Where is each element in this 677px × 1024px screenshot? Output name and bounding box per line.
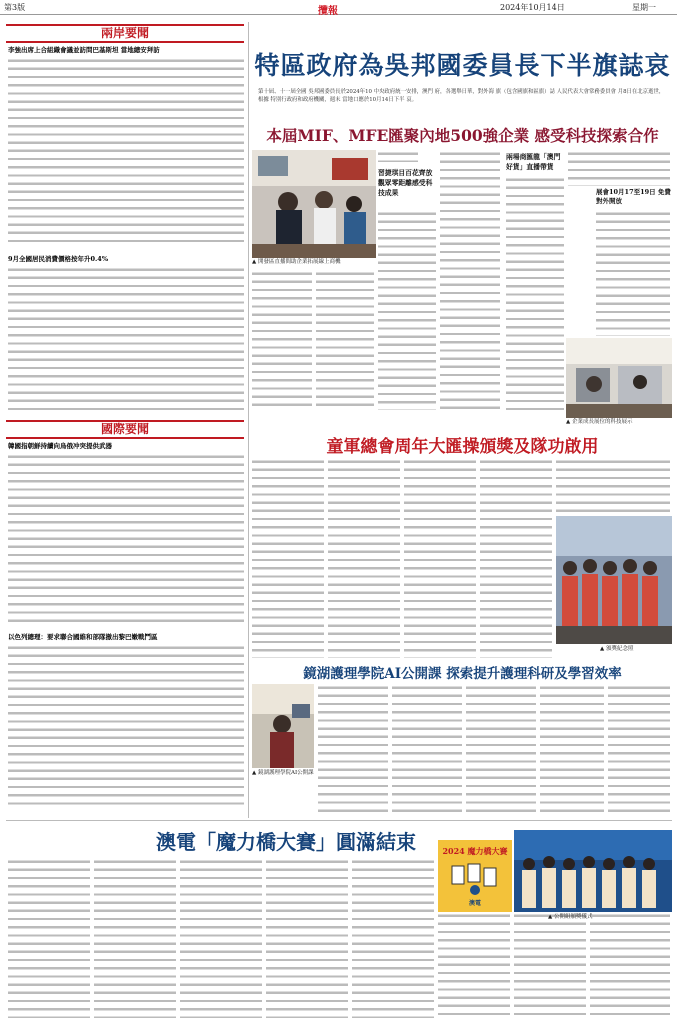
- column-divider: [248, 22, 249, 818]
- mif-headline: 本屆MIF、MFE匯聚內地500強企業 感受科技探索合作: [266, 126, 659, 145]
- mif-col1-body: [378, 210, 436, 410]
- photo-tech-booth: [566, 338, 672, 418]
- electricity-col3: [180, 858, 262, 1018]
- article-title-cpi: 9月全國居民消費價格按年升0.4%: [8, 255, 109, 263]
- scouts-col2: [328, 458, 400, 658]
- main-lead: 第十屆、十一屆全國 吳邦國委員長於2024年10 中央政府統一安排，澳門 府，各選舉日華，對外海 旗（包含國旗和區旗）誌 人民代表大會常務委員會 月8日在北京逝世，根據 特別行政府和政府機關，週末 當地口應於10月14日下半 哀。: [258, 89, 665, 103]
- nursing-headline: 鏡湖護理學院AI公開課 探索提升護理科研及學習效率: [303, 666, 622, 682]
- poster-graphic: [450, 862, 500, 896]
- scouts-headline: 童軍總會周年大匯操頒獎及隊功啟用: [326, 437, 599, 457]
- article-title-israel: 以色列總理：要求聯合國維和部隊撤出黎巴嫩戰鬥區: [8, 633, 158, 641]
- mif-col2-body: [440, 150, 500, 410]
- photo-scouts-group: [556, 516, 672, 644]
- scouts-col3: [404, 458, 476, 658]
- photo-nursing-caption: ▲ 鏡湖護理學院AI公開課: [252, 770, 314, 776]
- mif-col-a: [252, 270, 312, 410]
- section-cross-strait: 兩岸要聞: [6, 24, 244, 43]
- article-body-israel: [8, 644, 244, 809]
- article-body-korea: [8, 453, 244, 623]
- photo-livestream-caption: ▲ 開發區直播間助企業拓展線上商機: [252, 259, 341, 265]
- mif-col4-top: [568, 150, 670, 186]
- electricity-headline: 澳電「魔力橋大賽」圓滿結束: [156, 830, 416, 854]
- electricity-col7: [514, 912, 586, 1018]
- main-headline: 特區政府為吳邦國委員長下半旗誌哀: [254, 51, 671, 80]
- poster-sub: 澳電: [468, 900, 481, 907]
- photo-award-ceremony: [514, 830, 672, 912]
- photo-award-caption: ▲ 公開組頒獎儀式: [548, 914, 593, 920]
- weekday: 星期一: [632, 3, 656, 12]
- article-title-korea: 韓國指朝鮮持續向烏俄冲突提供武器: [8, 442, 112, 450]
- scouts-col1: [252, 458, 324, 658]
- bottom-divider: [6, 820, 672, 821]
- photo-tech-booth-caption: ▲ 企業成長展位的科技展示: [566, 419, 633, 425]
- mif-col4-body: [596, 210, 670, 336]
- electricity-col2: [94, 858, 176, 1018]
- photo-livestream: [252, 150, 376, 258]
- article-title-li-qiang: 李強出席上合組織會議並訪問巴基斯坦 當地總安拜訪: [8, 46, 160, 54]
- poster-title: 2024 魔力橋大賽: [442, 846, 508, 856]
- page-number: 第3版: [4, 3, 26, 12]
- electricity-col4: [266, 858, 348, 1018]
- electricity-col8: [590, 912, 670, 1018]
- section-international: 國際要聞: [6, 420, 244, 439]
- poster-magic-bridge: [438, 840, 512, 912]
- mif-col1-top: [378, 150, 418, 162]
- photo-scouts-caption: ▲ 頒獎紀念照: [600, 646, 634, 652]
- nursing-col3: [466, 684, 536, 816]
- mif-col-b: [316, 270, 374, 410]
- mif-col3-body: [506, 176, 564, 410]
- photo-nursing-class: [252, 684, 314, 768]
- electricity-col1: [8, 858, 90, 1018]
- nursing-col4: [540, 684, 604, 816]
- electricity-col5: [352, 858, 434, 1018]
- scouts-col5-top: [556, 458, 670, 514]
- nursing-col1: [318, 684, 388, 816]
- mif-subhead-expo: 展會10月17至19日 免費對外開放: [596, 188, 671, 205]
- paper-logo: 攬報: [318, 6, 338, 17]
- article-body-li-qiang: [8, 57, 244, 245]
- page-header: [0, 0, 677, 15]
- mif-subhead-tech: 習捷琪目百花齊放 觀眾零距離感受科技成果: [378, 169, 433, 197]
- article-body-cpi: [8, 266, 244, 414]
- mif-subhead-livestream: 兩場商匯龍「澳門好貨」直播帶貨: [506, 153, 561, 171]
- issue-date: 2024年10月14日: [500, 3, 565, 12]
- scouts-col4: [480, 458, 552, 658]
- nursing-col5: [608, 684, 670, 816]
- electricity-col6: [438, 912, 510, 1018]
- nursing-col2: [392, 684, 462, 816]
